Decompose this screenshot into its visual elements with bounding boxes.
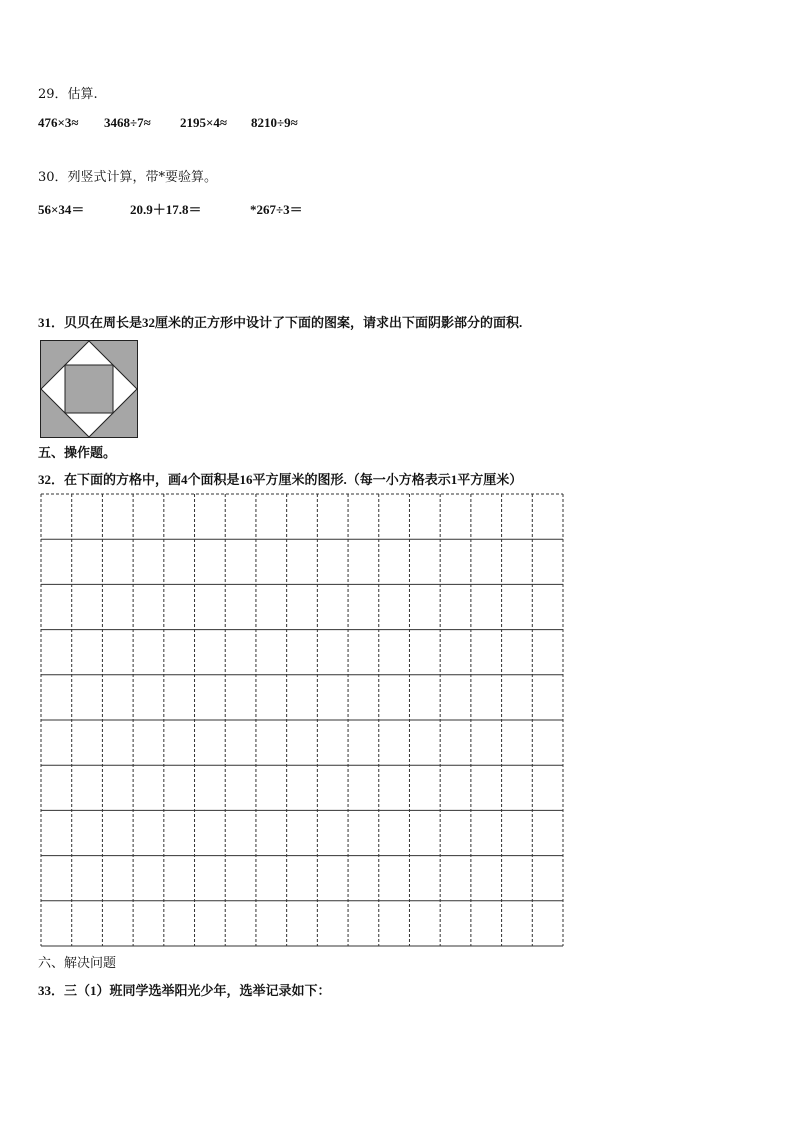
q30-expression: *267÷3＝	[250, 202, 303, 217]
square-pattern-figure	[40, 340, 138, 438]
q29-heading: 29．估算.	[38, 87, 98, 102]
q30-expression: 56×34＝	[38, 202, 85, 217]
q30-heading: 30．列竖式计算，带*要验算。	[38, 170, 218, 185]
section-6-title: 六、解决问题	[38, 956, 117, 971]
section-5-title: 五、操作题。	[38, 445, 117, 460]
q29-expression: 476×3≈	[38, 115, 79, 130]
q30-expression: 20.9＋17.8＝	[130, 202, 202, 217]
q29-expression: 3468÷7≈	[104, 115, 151, 130]
q31-heading: 31．贝贝在周长是32厘米的正方形中设计了下面的图案，请求出下面阴影部分的面积.	[38, 315, 523, 330]
square-grid	[40, 493, 564, 947]
center-shaded-square	[65, 365, 113, 413]
q29-expression: 8210÷9≈	[251, 115, 298, 130]
q29-expression: 2195×4≈	[180, 115, 228, 130]
q33-heading: 33．三（1）班同学选举阳光少年，选举记录如下：	[38, 983, 331, 998]
q32-heading: 32．在下面的方格中，画4个面积是16平方厘米的图形.（每一小方格表示1平方厘米）	[38, 472, 523, 487]
